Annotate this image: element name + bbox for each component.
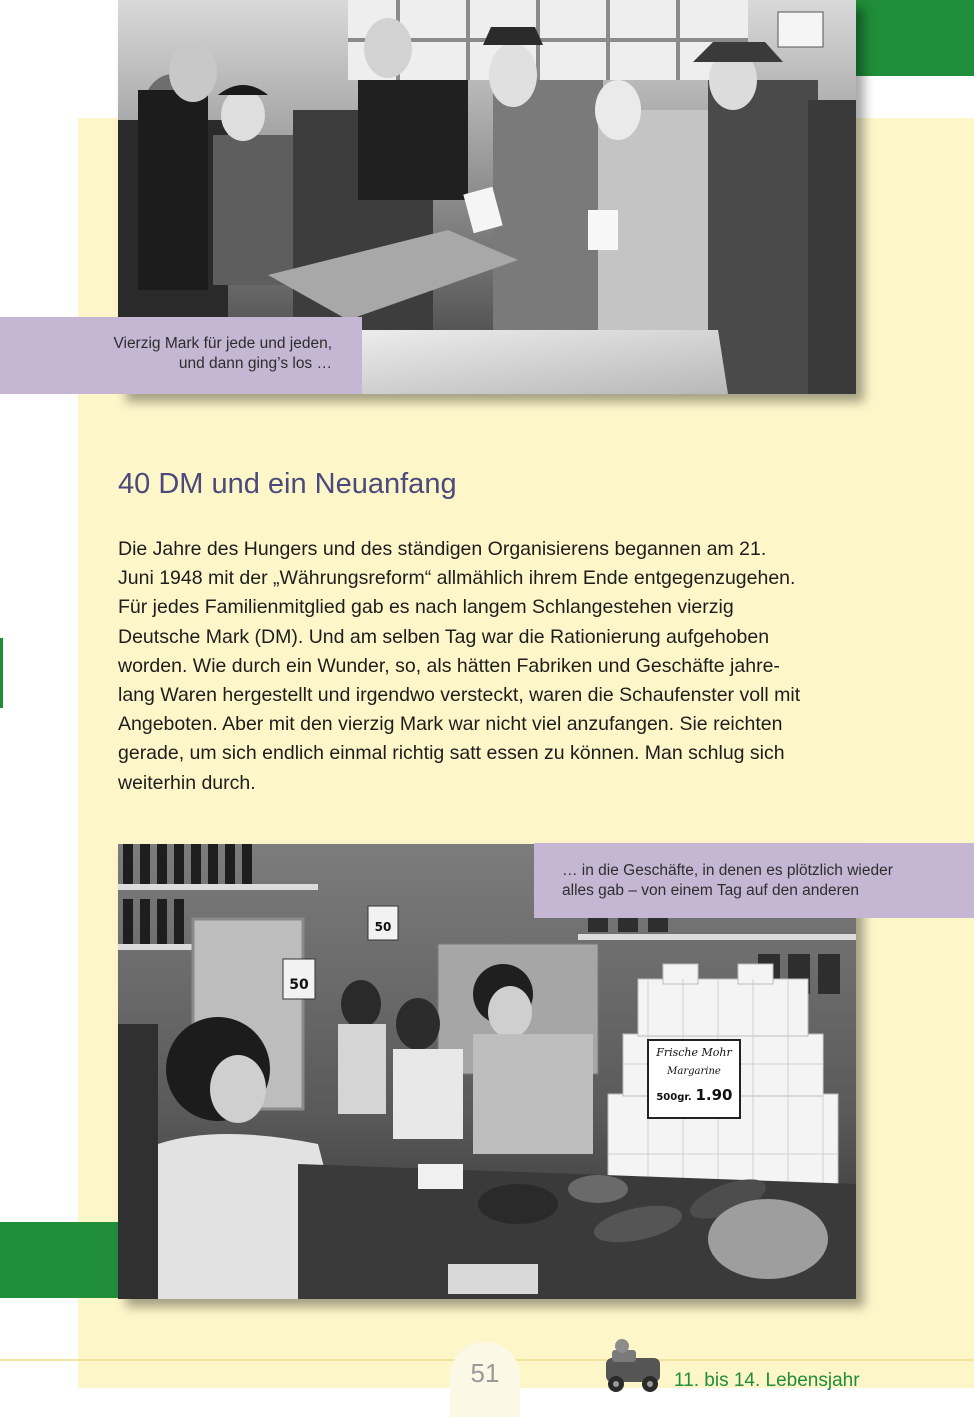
caption-line: und dann ging’s los … [178,355,332,372]
body-line: worden. Wie durch ein Wunder, so, als hätten Fabriken und Geschäfte jahre- [118,654,780,677]
green-accent-left [0,638,3,708]
toy-car-icon [598,1336,668,1398]
margarine-price: 1.90 [695,1086,733,1104]
caption-line: Vierzig Mark für jede und jeden, [113,335,332,352]
body-line: Juni 1948 mit der „Währungsreform“ allmählich ihrem Ende entgegenzugehen. [118,567,796,590]
body-line: Angeboten. Aber mit den vierzig Mark war nicht viel anzufangen. Sie reichten [118,713,783,736]
article-heading: 40 DM und ein Neuanfang [118,468,457,500]
body-line: weiterhin durch. [118,771,256,794]
green-accent-top [856,0,974,76]
body-line: lang Waren hergestellt und irgendwo versteckt, waren die Schaufenster voll mit [118,684,801,707]
caption-line: … in die Geschäfte, in denen es plötzlich wieder [562,862,893,879]
margarine-brand: Frische Mohr [656,1046,732,1059]
photo-caption-top [0,317,362,394]
chapter-label: 11. bis 14. Lebensjahr [674,1370,860,1391]
price-sign-2: 50 [374,920,392,934]
body-line: Deutsche Mark (DM). Und am selben Tag war die Rationierung aufgehoben [118,625,770,648]
body-line: Die Jahre des Hungers und des ständigen Organisierens begannen am 21. [118,538,767,560]
price-sign-1: 50 [289,977,309,993]
body-line: Für jedes Familienmitglied gab es nach langem Schlangestehen vierzig [118,596,734,619]
photo-caption-bottom [534,843,974,918]
body-line: gerade, um sich endlich einmal richtig satt essen zu können. Man schlug sich [118,742,785,765]
margarine-type: Margarine [667,1066,721,1077]
margarine-weight: 500gr. [656,1092,692,1103]
page-number: 51 [450,1342,520,1417]
article-body [118,535,878,798]
caption-line: alles gab – von einem Tag auf den anderen [562,882,860,899]
